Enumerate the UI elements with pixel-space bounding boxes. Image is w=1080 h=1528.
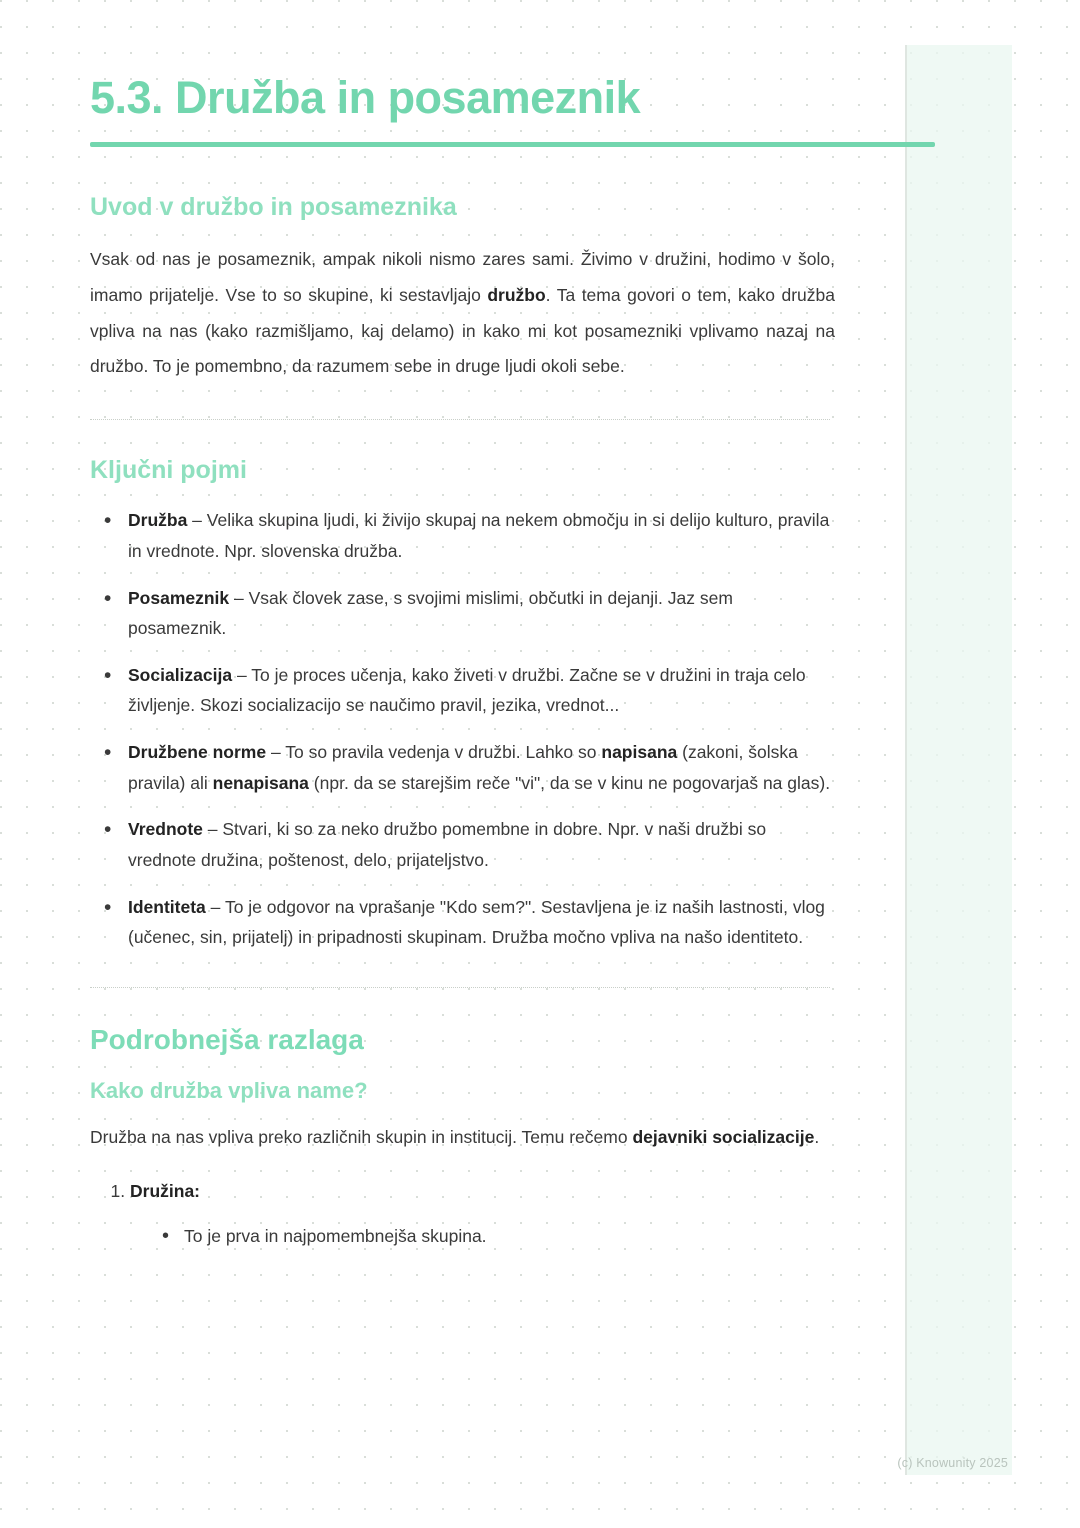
term-label: Vrednote [128,819,203,840]
term-definition-part1: – To so pravila vedenja v družbi. Lahko so [266,742,602,762]
page-title: 5.3. Družba in posameznik [90,72,641,123]
term-emphasis-1: napisana [601,742,678,762]
list-item [90,660,835,721]
list-item [90,505,835,566]
document-content [90,72,835,1265]
intro-bold-term: družbo [487,284,546,305]
copyright-footer: (c) Knowunity 2025 [897,1456,1008,1470]
term-definition-part3: (npr. da se starejšim reče "vi", da se v kinu ne pogovarjaš na glas). [308,772,831,793]
section-heading-intro: Uvod v družbo in posameznika [90,192,457,221]
term-definition: – Stvari, ki so za neko družbo pomembne in dobre. Npr. v naši družbi so vrednote družina, poštenost, delo, prijateljstvo. [128,819,767,870]
list-item [90,814,835,875]
term-definition-part2: (zakoni, šolska pravila) ali [128,742,798,793]
detail-text-part1: Družba na nas vpliva preko različnih skupin in institucij. Temu rečemo [90,1126,633,1147]
section-heading-detail: Podrobnejša razlaga [90,1023,364,1055]
divider-2 [90,987,830,988]
factor-sub-list [130,1221,835,1253]
list-item [90,737,835,798]
detail-text-part2: . [814,1126,820,1147]
socialization-factors-list [90,1176,835,1253]
list-item [90,583,835,644]
list-item [130,1176,835,1253]
detail-bold-term: dejavniki socializacije [632,1126,815,1147]
key-terms-list [90,505,835,953]
term-definition: – Velika skupina ljudi, ki živijo skupaj na nekem območju in si delijo kulturo, pravila in vrednote. Npr. slovenska družba. [128,510,830,561]
term-definition: – To je proces učenja, kako živeti v družbi. Začne se v družini in traja celo življenje. Skozi socializacijo se naučimo pravil, jezika, vrednot... [128,664,806,716]
right-margin-strip [907,45,1012,1475]
term-label: Družba [128,510,188,531]
sub-heading-influence: Kako družba vpliva name? [90,1077,368,1103]
list-item [90,892,835,953]
divider-1 [90,419,830,420]
list-item: • To je prva in najpomembnejša skupina. [158,1221,835,1253]
term-label: Družbene norme [128,742,267,762]
term-emphasis-2: nenapisana [212,772,309,793]
title-underline [90,142,935,147]
term-definition: – To je odgovor na vprašanje "Kdo sem?". Sestavljena je iz naših lastnosti, vlog (učenec, sin, prijatelj) in pripadnosti skupinam. Družba močno vpliva na našo identiteto. [128,896,825,948]
detail-paragraph [90,1120,835,1154]
right-margin-rule [905,45,907,1475]
intro-text-part2: . Ta tema govori o tem, kako družba vpliva na nas (kako razmišljamo, kaj delamo) in kako mi kot posamezniki vplivamo nazaj na družbo. To je pomembno, da razumem sebe in druge ljudi okoli sebe. [90,284,836,377]
term-label: Posameznik [128,587,230,608]
term-definition: – Vsak človek zase, s svojimi mislimi, občutki in dejanji. Jaz sem posameznik. [128,587,733,639]
section-heading-key-terms: Ključni pojmi [90,456,247,485]
factor-label: Družina: [130,1180,200,1201]
term-label: Identiteta [128,896,206,917]
term-label: Socializacija [128,664,233,685]
intro-text-part1: Vsak od nas je posameznik, ampak nikoli nismo zares sami. Živimo v družini, hodimo v šolo, imamo prijatelje. Vse to so skupine, ki sestavljajo [90,248,835,305]
intro-paragraph [90,242,835,386]
